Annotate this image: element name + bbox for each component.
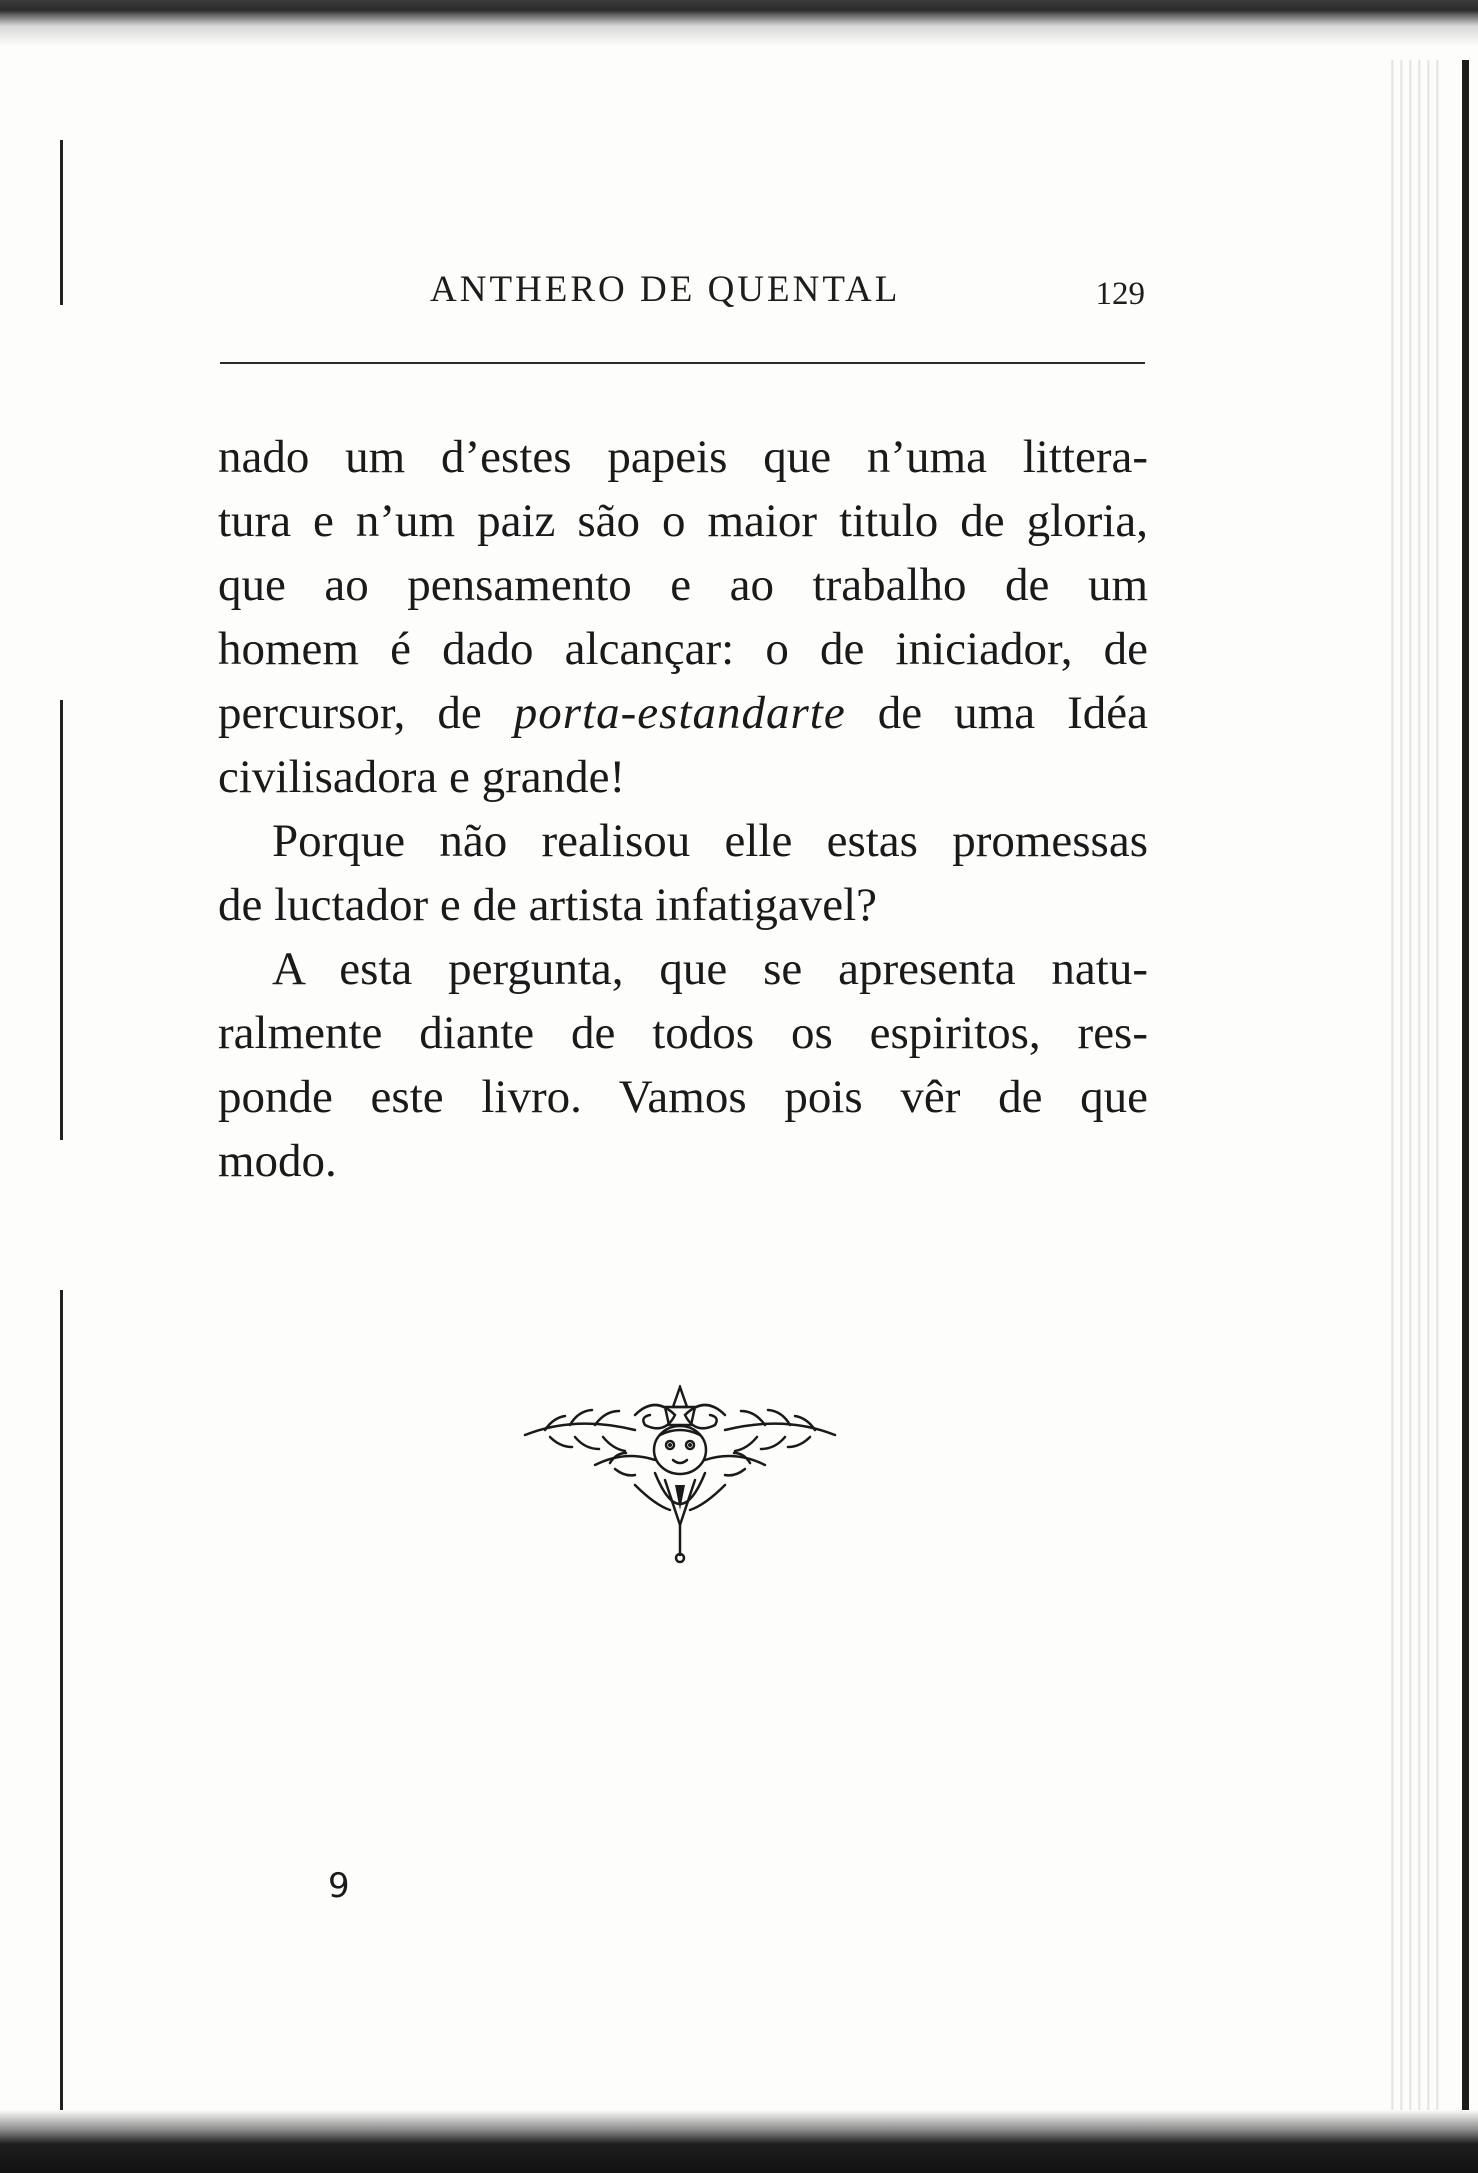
binding-edge-line	[60, 700, 63, 1140]
tailpiece-mask-ornament-icon	[515, 1385, 845, 1565]
text-line: que ao pensamento e ao trabalho de um	[218, 559, 1148, 611]
body-text	[218, 425, 1148, 1193]
signature-mark: 9	[328, 1866, 350, 1906]
page-edge-shading	[1385, 60, 1445, 2120]
running-title: ANTHERO DE QUENTAL	[430, 269, 901, 310]
page-bottom-edge	[0, 2110, 1478, 2173]
text-line: tura e n’um paiz são o maior titulo de gloria,	[218, 495, 1148, 547]
text-line: ponde este livro. Vamos pois vêr de que	[218, 1071, 1148, 1123]
text-line: homem é dado alcançar: o de iniciador, de	[218, 623, 1148, 675]
italic-term: porta-estandarte	[513, 687, 846, 739]
text-line	[218, 681, 1148, 745]
text-line: nado um d’estes papeis que n’uma littera-	[218, 431, 1148, 483]
running-head	[220, 268, 1145, 318]
text-segment: percursor, de	[218, 687, 514, 739]
binding-edge-line	[60, 140, 63, 305]
page-top-edge	[0, 0, 1478, 46]
binding-edge-line	[60, 1290, 63, 2120]
page-number: 129	[1095, 276, 1145, 312]
text-line: civilisadora e grande!	[218, 751, 626, 803]
page-right-edge	[1462, 60, 1469, 2120]
text-line: de luctador e de artista infatigavel?	[218, 879, 877, 931]
text-line: modo.	[218, 1135, 337, 1187]
text-line: A esta pergunta, que se apresenta natu-	[272, 943, 1148, 995]
text-line: ralmente diante de todos os espiritos, res-	[218, 1007, 1148, 1059]
text-line: Porque não realisou elle estas promessas	[272, 815, 1148, 867]
text-segment: de uma Idéa	[845, 687, 1149, 739]
header-rule	[220, 362, 1145, 364]
